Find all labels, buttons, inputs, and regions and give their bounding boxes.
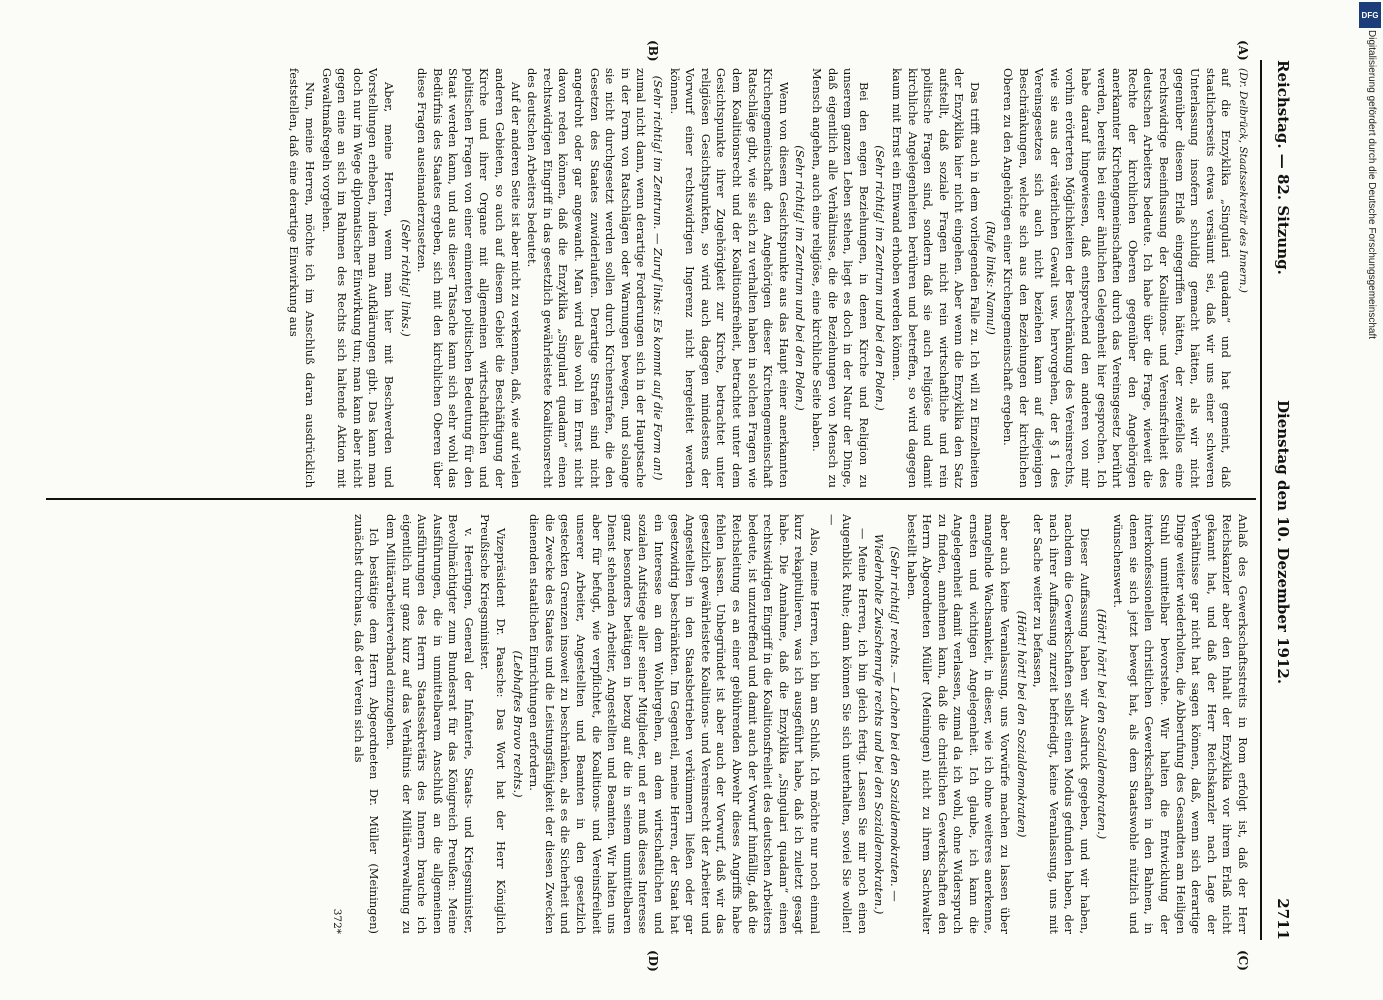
paragraph: Nun, meine Herren, möchte ich im Anschluß daran ausdrücklich feststellen, daß eine derartige Einwirkung aus	[287, 68, 317, 488]
paragraph: Anlaß des Gewerkschaftsstreits in Rom erfolgt ist, daß der Herr Reichskanzler aber den Inhalt der Enzyklika vor ihrem Erlaß nicht gekannt hat, und daß der Herr Reichskanzler nach Lage der Verhältnisse gar nicht hat sagen können, daß, wenn sich derartige Dinge weiter wiederholten, die Abberufung des Gesandten am Heiligen Stuhl unmittelbar bevorstehe. Wir halten die Entwicklung der interkonfessionellen christlichen Gewerkschaften in den Bahnen, in denen sie sich jetzt bewegt hat, als dem Staatswohle nützlich und wünschenswert.	[1111, 514, 1250, 934]
dfg-logo-icon: DFG	[1359, 2, 1381, 28]
column-divider	[46, 498, 1256, 500]
marker-a: (A)	[1236, 40, 1250, 61]
rotated-page-content	[20, 0, 1320, 1000]
paragraph: Bei den engen Beziehungen, in denen Kirche und Religion zu unserem ganzen Leben stehen, liegt es doch in der Natur der Dinge, daß eigentlich alle Verhältnisse, die die Beziehungen von Mensch zu Mensch angehen, auch eine religiöse, eine kirchliche Seite haben.	[809, 68, 871, 488]
marker-b: (B)	[646, 40, 660, 62]
left-column	[50, 68, 1250, 488]
interjection: (Sehr richtig! links.)	[398, 219, 413, 337]
paragraph: Aber, meine Herren, wenn man hier mit Beschwerden und Vorstellungen erheben, indem man Aufklärungen gibt. Das kann man doch nur im Wege diplomatischer Einwirkung tun; man kann aber nicht gegen eine an sich im Rahmen des Rechts sich haltende Aktion mit Gewaltmaßregeln vorgehen.	[319, 68, 396, 488]
header-rule	[1260, 60, 1262, 940]
speaker-turn: Vizepräsident Dr. Paasche: Das Wort hat der Herr Königlich Preußische Kriegsminister.	[478, 514, 509, 934]
interjection: (Hört! hört! bei den Sozialdemokraten.)	[1094, 608, 1109, 840]
speaker-turn: v. Heeringen, General der Infanterie, Staats- und Kriegsminister, Bevollmächtigter zum Bundesrat für das Königreich Preußen: Meine Ausführungen, die in unmittelbarem Anschluß an die allgemeinen Ausführungen des Herrn Staatssekretärs des Innern brauche ich eigentlich nur ganz kurz auf das Verhältnis der Militärverwaltung zu dem Militärarbeiterverband einzugehen.	[383, 514, 476, 934]
interjection: (Sehr richtig! im Zentrum. — Zuruf links: Es kommt auf die Form an!)	[651, 75, 666, 481]
header-left: Reichstag. — 82. Sitzung.	[1274, 60, 1292, 275]
speaker-attribution: (Dr. Delbrück, Staatssekretär des Innern.)	[1237, 68, 1249, 293]
page-number: 2711	[1274, 898, 1292, 940]
paragraph: Wenn von diesem Gesichtspunkte aus das Haupt einer anerkannten Kirchengemeinschaft den Angehörigen dieser Kirchengemeinschaft Ratschläge gibt, wie sie sich zu verhalten haben in solchen Fragen wie dem Koalitionsrecht und der Koalitionsfreiheit, betrachtet unter dem Gesichtspunkte ihrer Zugehörigkeit zur Kirche, betrachtet unter religiösen Gesichtspunkten, so wird auch dagegen mindestens der Vorwurf einer rechtswidrigen Ingerenz nicht hergeleitet werden können.	[667, 68, 791, 488]
interjection: (Lebhaftes Bravo rechts.)	[510, 650, 525, 798]
interjection: (Hört! hört! bei den Sozialdemokraten)	[1014, 610, 1029, 838]
interjection: (Sehr richtig! rechts. — Lachen bei den Sozialdemokraten. — Wiederholte Zwischenrufe rechts und bei den Sozialdemokraten.)	[872, 533, 902, 915]
paragraph: — Meine Herren, ich bin gleich fertig. Lassen Sie mir noch einen Augenblick Ruhe; dann können Sie sich unterhalten, soviel Sie wollen! —	[824, 514, 870, 934]
paragraph: auf die Enzyklika „Singulari quadam“ und hat gemeint, daß staatlicherseits etwas versäumt sei, daß wir uns einer schweren Unterlassung insofern schuldig gemacht hätten, als wir nicht gegenüber diesem Erlaß eingegriffen hätten, der zweifellos eine rechtswidrige Beeinflussung der Koalitions- und Vereinsfreiheit des deutschen Arbeiters bedeute. Ich habe über die Frage, wieweit die Rechte der kirchlichen Oberen gegenüber den Angehörigen anerkannter Kirchengemeinschaften durch das Vereinsgesetz berührt werden, bereits bei einer ähnlichen Gelegenheit hier gesprochen. Ich habe darauf hingewiesen, daß entsprechend den anderen von mir vorhin erörterten Möglichkeiten der Beschränkung des Vereinsrechts, wie sie aus der väterlichen Gewalt usw. hervorgehen, der § 1 des Vereinsgesetzes sich auch nicht beziehen kann auf diejenigen Beschränkungen, welche sich aus den Beziehungen der kirchlichen Oberen zu den Angehörigen einer Kirchengemeinschaft ergeben.	[1001, 68, 1234, 488]
paragraph: Dieser Auffassung haben wir Ausdruck gegeben, und wir haben, nachdem die Gewerkschaften selbst einen Modus gefunden haben, der nach ihrer Auffassung zurzeit befriedigt, keine Veranlassung, uns mit der Sache weiter zu befassen,	[1031, 514, 1093, 934]
marker-d: (D)	[646, 950, 660, 972]
paragraph: zumal nicht dann, wenn derartige Forderungen sich in der Hauptsache in der Form von Ratschlägen oder Warnungen bewegen, und solange sie nicht durchgesetzt werden sollen durch Kirchenstrafen, die den Gesetzen des Staates zuwiderlaufen. Derartige Strafen sind nicht angedroht oder gar angewandt. Man wird also wohl im Ernst nicht davon reden können, daß die Enzyklika „Singulari quadam“ einen rechtswidrigen Eingriff in das gesetzlich gewährleistete Koalitionsrecht des deutschen Arbeiters bedeutet.	[525, 68, 649, 488]
interjection: (Rufe links: Namu!)	[984, 221, 999, 335]
right-column	[50, 514, 1250, 934]
paragraph: aber auch keine Veranlassung, uns Vorwürfe machen zu lassen über mangelnde Wachsamkeit, in dieser, wie ich ohne weiteres anerkenne, ernsten und wichtigen Angelegenheit. Ich glaube, ich kann die Angelegenheit damit verlassen, zumal da ich wohl, ohne Widerspruch zu finden, annehmen kann, daß die christlichen Gewerkschaften den Herrn Abgeordneten Müller (Meiningen) nicht zu ihrem Sachwalter bestellt haben.	[904, 514, 1013, 934]
page-header	[1268, 60, 1292, 940]
side-credit	[1363, 30, 1377, 970]
header-center: Dienstag den 10. Dezember 1912.	[1274, 400, 1292, 685]
credit-text: Digitalisierung gefördert durch die Deutsche Forschungsgemeinschaft	[1366, 30, 1377, 340]
paragraph: Ich bestätige dem Herrn Abgeordneten Dr. Müller (Meiningen) zunächst durchaus, daß der Verein sich als	[351, 514, 382, 934]
interjection: (Sehr richtig! im Zentrum und bei den Polen.)	[793, 145, 808, 411]
paragraph: Also, meine Herren, ich bin am Schluß. Ich möchte nur noch einmal kurz rekapitulieren, was ich ausgeführt habe, daß ich zuletzt gesagt habe. Die Annahme, daß die Enzyklika „Singulari quadam“ einen rechtswidrigen Eingriff in die Koalitionsfreiheit des deutschen Arbeiters bedeute, ist unzutreffend und damit auch der Vorwurf hinfällig, daß die Reichsleitung es an einer gebührenden Abwehr dieses Angriffs habe fehlen lassen. Unbegründet ist aber auch der Vorwurf, daß wir das gesetzlich gewährleistete Koalitions- und Vereinsrecht der Arbeiter und Angestellten in den Staatsbetrieben verkümmern ließen oder gar gesetzwidrig beschränkten. Im Gegenteil, meine Herren, der Staat hat ein Interesse an dem Wohlergehen, an dem wirtschaftlichen und sozialen Aufstiege aller seiner Mitglieder, und er muß dieses Interesse ganz besonders betätigen in bezug auf die in seinem unmittelbaren Dienst stehenden Arbeiter, Angestellten und Beamten. Wir halten uns aber für befugt, wie verpflichtet, die Koalitions- und Vereinsfreiheit unserer Arbeiter, Angestellten und Beamten in den gesetzlich gesteckten Grenzen insoweit zu beschränken, als es die Sicherheit und die Zwecke des Staates und die Leistungsfähigkeit der diesen Zwecken dienenden staatlichen Einrichtungen erfordern.	[527, 514, 822, 934]
marker-c: (C)	[1236, 950, 1250, 971]
paragraph: Das trifft auch in dem vorliegenden Falle zu. Ich will zu Einzelheiten der Enzyklika hier nicht eingehen. Aber wenn die Enzyklika den Satz aufstellt, daß soziale Fragen nicht rein wirtschaftliche und rein politische Fragen sind, sondern daß sie auch religiöse und damit kirchliche Angelegenheiten berühren und betreffen, so wird dagegen kaum mit Ernst ein Einwand erhoben werden können.	[889, 68, 982, 488]
paragraph: Auf der anderen Seite ist aber nicht zu verkennen, daß, wie auf vielen anderen Gebieten, so auch auf diesem Gebiet die Beschäftigung der Kirche und ihrer Organe mit allgemeinen wirtschaftlichen und politischen Fragen von einer eminenten politischen Bedeutung für den Staat werden kann, und aus dieser Tatsache kann sich sehr wohl das Bedürfnis des Staates ergeben, sich mit den kirchlichen Oberen über diese Fragen auseinanderzusetzen.	[415, 68, 523, 488]
sheet-signature: 372*	[331, 908, 344, 934]
interjection: (Sehr richtig! im Zentrum und bei den Polen.)	[873, 145, 888, 411]
